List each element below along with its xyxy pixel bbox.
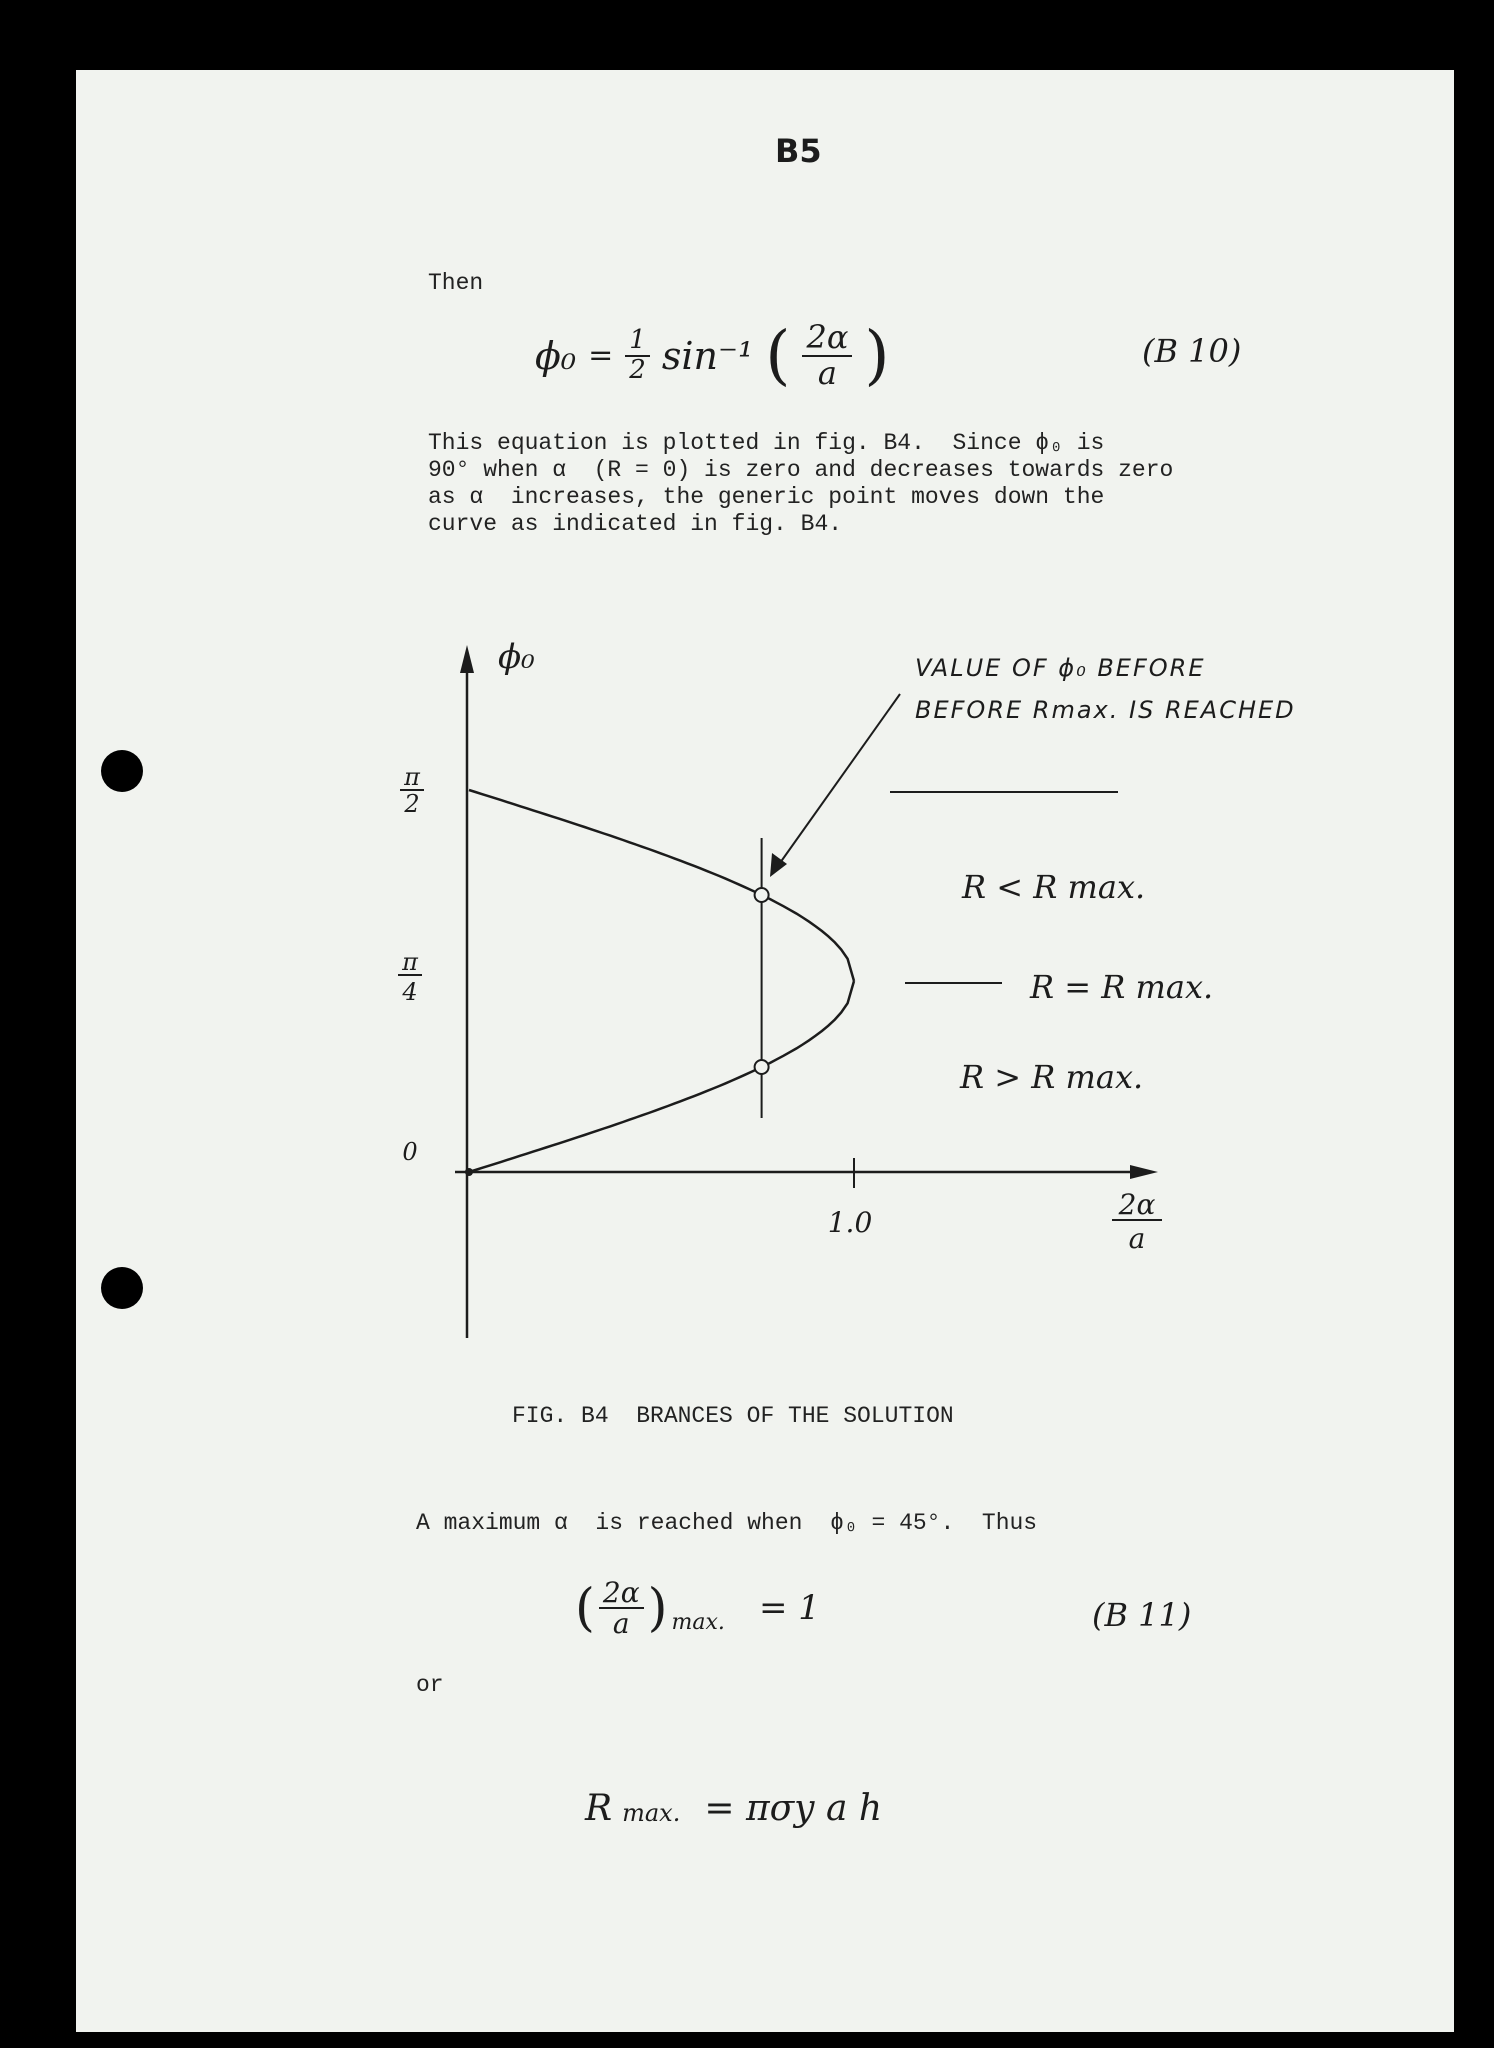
page-number: B5: [775, 132, 822, 170]
eq-b11-open-paren: (: [575, 1578, 595, 1638]
paragraph-line-1: This equation is plotted in fig. B4. Since ϕ₀ is: [428, 430, 1105, 456]
eq-b11-num: 2α: [599, 1578, 644, 1609]
y-tick-pi2-den: 2: [404, 790, 420, 818]
eq-b10-equals: =: [588, 338, 614, 373]
marker-upper-point: [755, 888, 769, 902]
annotation-line-2: BEFORE Rmax. IS REACHED: [915, 696, 1296, 724]
branch-lower-curve: [469, 981, 854, 1172]
eq-b10-coef-num: 1: [625, 327, 650, 356]
y-axis-label: ϕ₀: [498, 637, 535, 677]
y-tick-pi2-num: π: [404, 763, 420, 791]
eq-b10-lhs: ϕ₀: [535, 333, 577, 378]
eq-rmax-rhs: = πσy a h: [704, 1788, 883, 1829]
y-axis-arrow: [460, 645, 474, 673]
legend-equal: R = R max.: [1030, 968, 1214, 1006]
equation-rmax: [585, 1788, 882, 1829]
eq-b10-arg-num: 2α: [802, 321, 852, 357]
eq-b10-open-paren: (: [765, 318, 791, 393]
eq-b10-func: sin⁻¹: [661, 333, 754, 378]
x-axis-label-num: 2α: [1118, 1188, 1156, 1221]
eq-b10-coef-den: 2: [629, 354, 646, 385]
eq-rmax-lhs: R: [585, 1788, 613, 1829]
eq-b10-close-paren: ): [864, 318, 890, 393]
equation-b11: [575, 1578, 820, 1639]
x-axis-label-den: a: [1128, 1222, 1146, 1255]
or-word: or: [416, 1672, 444, 1698]
then-word: Then: [428, 270, 484, 296]
max-sentence: A maximum α is reached when ϕ₀ = 45°. Thus: [416, 1510, 1038, 1536]
eq-b11-close-paren: ): [647, 1578, 668, 1638]
paragraph-line-3: as α increases, the generic point moves down the: [428, 484, 1105, 510]
paragraph-line-4: curve as indicated in fig. B4.: [428, 511, 843, 537]
eq-b11-rhs: = 1: [758, 1588, 820, 1629]
legend-less-than: R < R max.: [962, 868, 1146, 906]
y-tick-pi4-num: π: [402, 948, 418, 976]
eq-b11-sub: max.: [671, 1609, 725, 1635]
y-tick-pi4-den: 4: [402, 978, 418, 1006]
x-axis-arrow: [1130, 1165, 1158, 1179]
annotation-arrow-line: [775, 694, 900, 870]
legend-greater-than: R > R max.: [960, 1058, 1144, 1096]
eq-rmax-sub: max.: [622, 1799, 681, 1827]
eq-b11-frac: [599, 1578, 644, 1639]
eq-b11-den: a: [612, 1607, 630, 1641]
eq-b10-arg-den: a: [817, 353, 837, 392]
figure-caption: FIG. B4 BRANCES OF THE SOLUTION: [512, 1403, 954, 1429]
branch-upper-curve: [469, 790, 854, 981]
x-tick-one-label: 1.0: [827, 1206, 873, 1239]
annotation-line-1: VALUE OF ϕ₀ BEFORE: [915, 654, 1206, 682]
eq-b10-label: (B 10): [1142, 332, 1242, 370]
y-tick-zero: 0: [402, 1138, 418, 1166]
paragraph-line-2: 90° when α (R = 0) is zero and decreases towards zero: [428, 457, 1174, 483]
origin-point: [465, 1168, 473, 1176]
marker-lower-point: [755, 1060, 769, 1074]
eq-b11-label: (B 11): [1092, 1596, 1192, 1634]
